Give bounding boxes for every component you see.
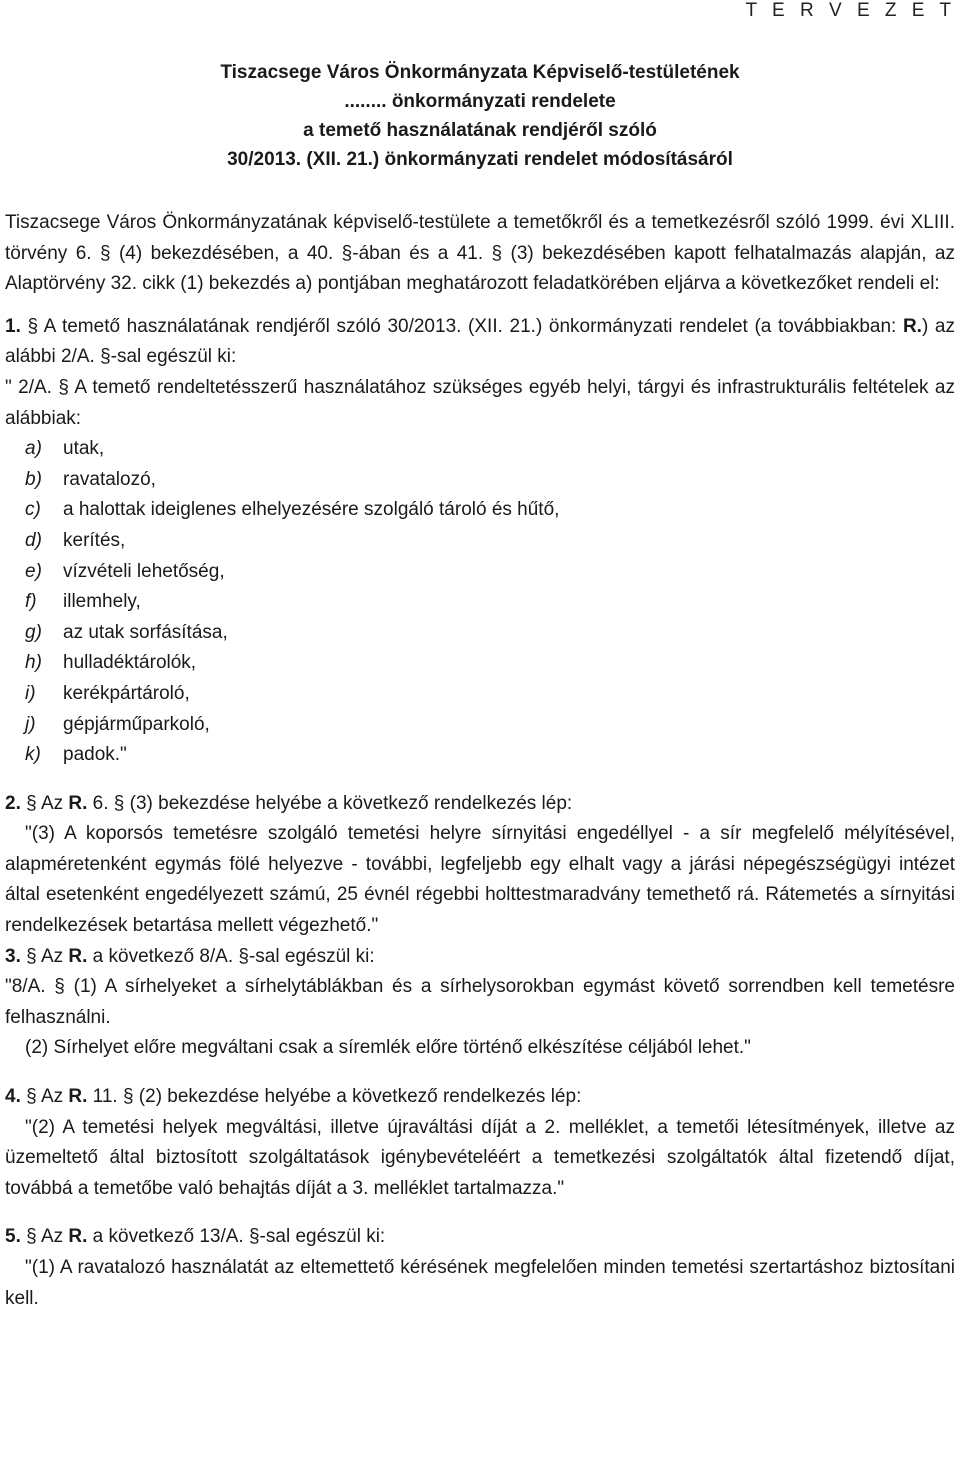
section-text: § Az [26, 945, 69, 967]
abbrev-r: R. [68, 792, 88, 814]
section-text: § Az [26, 1086, 69, 1108]
section-5-intro [5, 1222, 955, 1253]
title-line-1: Tiszacsege Város Önkormányzata Képviselő-testületének [220, 62, 740, 83]
abbrev-r: R. [68, 1226, 88, 1248]
section-number: 4. [5, 1086, 21, 1108]
list-item: h) hulladéktárolók, [25, 652, 197, 674]
section-2-intro [5, 789, 955, 820]
list-item: j) gépjárműparkoló, [25, 713, 210, 735]
section-text: 11. § (2) bekezdése helyébe a következő rendelkezés lép: [87, 1086, 582, 1108]
section-text: 6. § (3) bekezdése helyébe a következő rendelkezés lép: [87, 792, 573, 814]
section-1-quote: " 2/A. § A temető rendeltetésszerű használatához szükséges egyéb helyi, tárgyi és infrastrukturális feltételek az alábbiak: [5, 376, 955, 429]
abbrev-r: R. [68, 1086, 88, 1108]
list-item: g) az utak sorfásítása, [25, 621, 228, 643]
facility-list [5, 434, 955, 771]
section-number: 3. [5, 945, 21, 967]
section-5-quote: "(1) A ravatalozó használatát az eltemettető kérésének megfelelően minden temetési szertartáshoz biztosítani kell. [5, 1257, 955, 1309]
list-item: f) illemhely, [25, 591, 141, 613]
section-text: a következő 13/A. §-sal egészül ki: [87, 1226, 386, 1248]
preamble: Tiszacsege Város Önkormányzatának képviselő-testülete a temetőkről és a temetkezésről szóló 1999. évi XLIII. törvény 6. § (4) bekezdésében, a 40. §-ában és a 41. § (3) bekezdésében kapott felhatalmazás alapján, az Alaptörvény 32. cikk (1) bekezdés a) pontjában meghatározott feladatkörében eljárva a következőket rendeli el: [5, 212, 955, 295]
section-3-intro [5, 942, 955, 973]
section-3-quote-1: "8/A. § (1) A sírhelyeket a sírhelytáblákban és a sírhelysorokban egymást követő sorrendben kell temetésre felhasználni. [5, 976, 955, 1028]
title-line-4: 30/2013. (XII. 21.) önkormányzati rendelet módosításáról [227, 149, 733, 170]
section-text: a következő 8/A. §-sal egészül ki: [87, 945, 375, 967]
list-item: k) padok." [25, 744, 127, 766]
abbrev-r: R. [902, 315, 922, 337]
section-text: § Az [26, 792, 69, 814]
title-line-2: ........ önkormányzati rendelete [344, 91, 616, 112]
section-4-quote: "(2) A temetési helyek megváltási, illetve újraváltási díját a 2. melléklet, a temetői létesítmények, illetve az üzemeltető által biztosított szolgáltatások igénybevételéért a temetkezési szolgáltatók által fizetendő díjat, továbbá a temetőbe való behajtás díját a 3. melléklet tartalmazza." [5, 1116, 955, 1199]
section-number: 1. [5, 315, 21, 337]
section-text: § Az [26, 1226, 69, 1248]
section-3-quote-2: (2) Sírhelyet előre megváltani csak a síremlék előre történő elkészítése céljából lehet." [25, 1037, 751, 1059]
section-text: ) az alábbi 2/A. §-sal egészül ki: [5, 315, 955, 368]
document-title [0, 58, 960, 174]
section-4-intro [5, 1082, 955, 1113]
list-item: i) kerékpártároló, [25, 682, 190, 704]
list-item: b) ravatalozó, [25, 468, 156, 490]
section-number: 5. [5, 1226, 21, 1248]
section-text: § A temető használatának rendjéről szóló 30/2013. (XII. 21.) önkormányzati rendelet (a továbbiakban: [27, 315, 903, 337]
list-item: d) kerítés, [25, 529, 126, 551]
document-body [5, 208, 955, 1314]
list-item: a) utak, [25, 438, 105, 460]
section-2-quote: "(3) A koporsós temetésre szolgáló temetési helyre sírnyitási engedéllyel - a sír megfelelő mélyítésével, alapméretenként egymás fölé helyezve - további, legfeljebb egy elhalt vagy a járási népegészségügyi intézet által esetenként engedélyezett számú, 25 évnél régebbi holttestmaradvány temethető rá. Rátemetés a sírnyitási rendelkezések betartása mellett végezhető." [5, 823, 955, 937]
list-item: e) vízvételi lehetőség, [25, 560, 225, 582]
abbrev-r: R. [68, 945, 88, 967]
title-line-3: a temető használatának rendjéről szóló [303, 120, 657, 141]
section-1-intro [5, 312, 955, 373]
draft-mark: T E R V E Z E T [745, 0, 956, 21]
list-item: c) a halottak ideiglenes elhelyezésére szolgáló tároló és hűtő, [25, 499, 560, 521]
section-number: 2. [5, 792, 21, 814]
